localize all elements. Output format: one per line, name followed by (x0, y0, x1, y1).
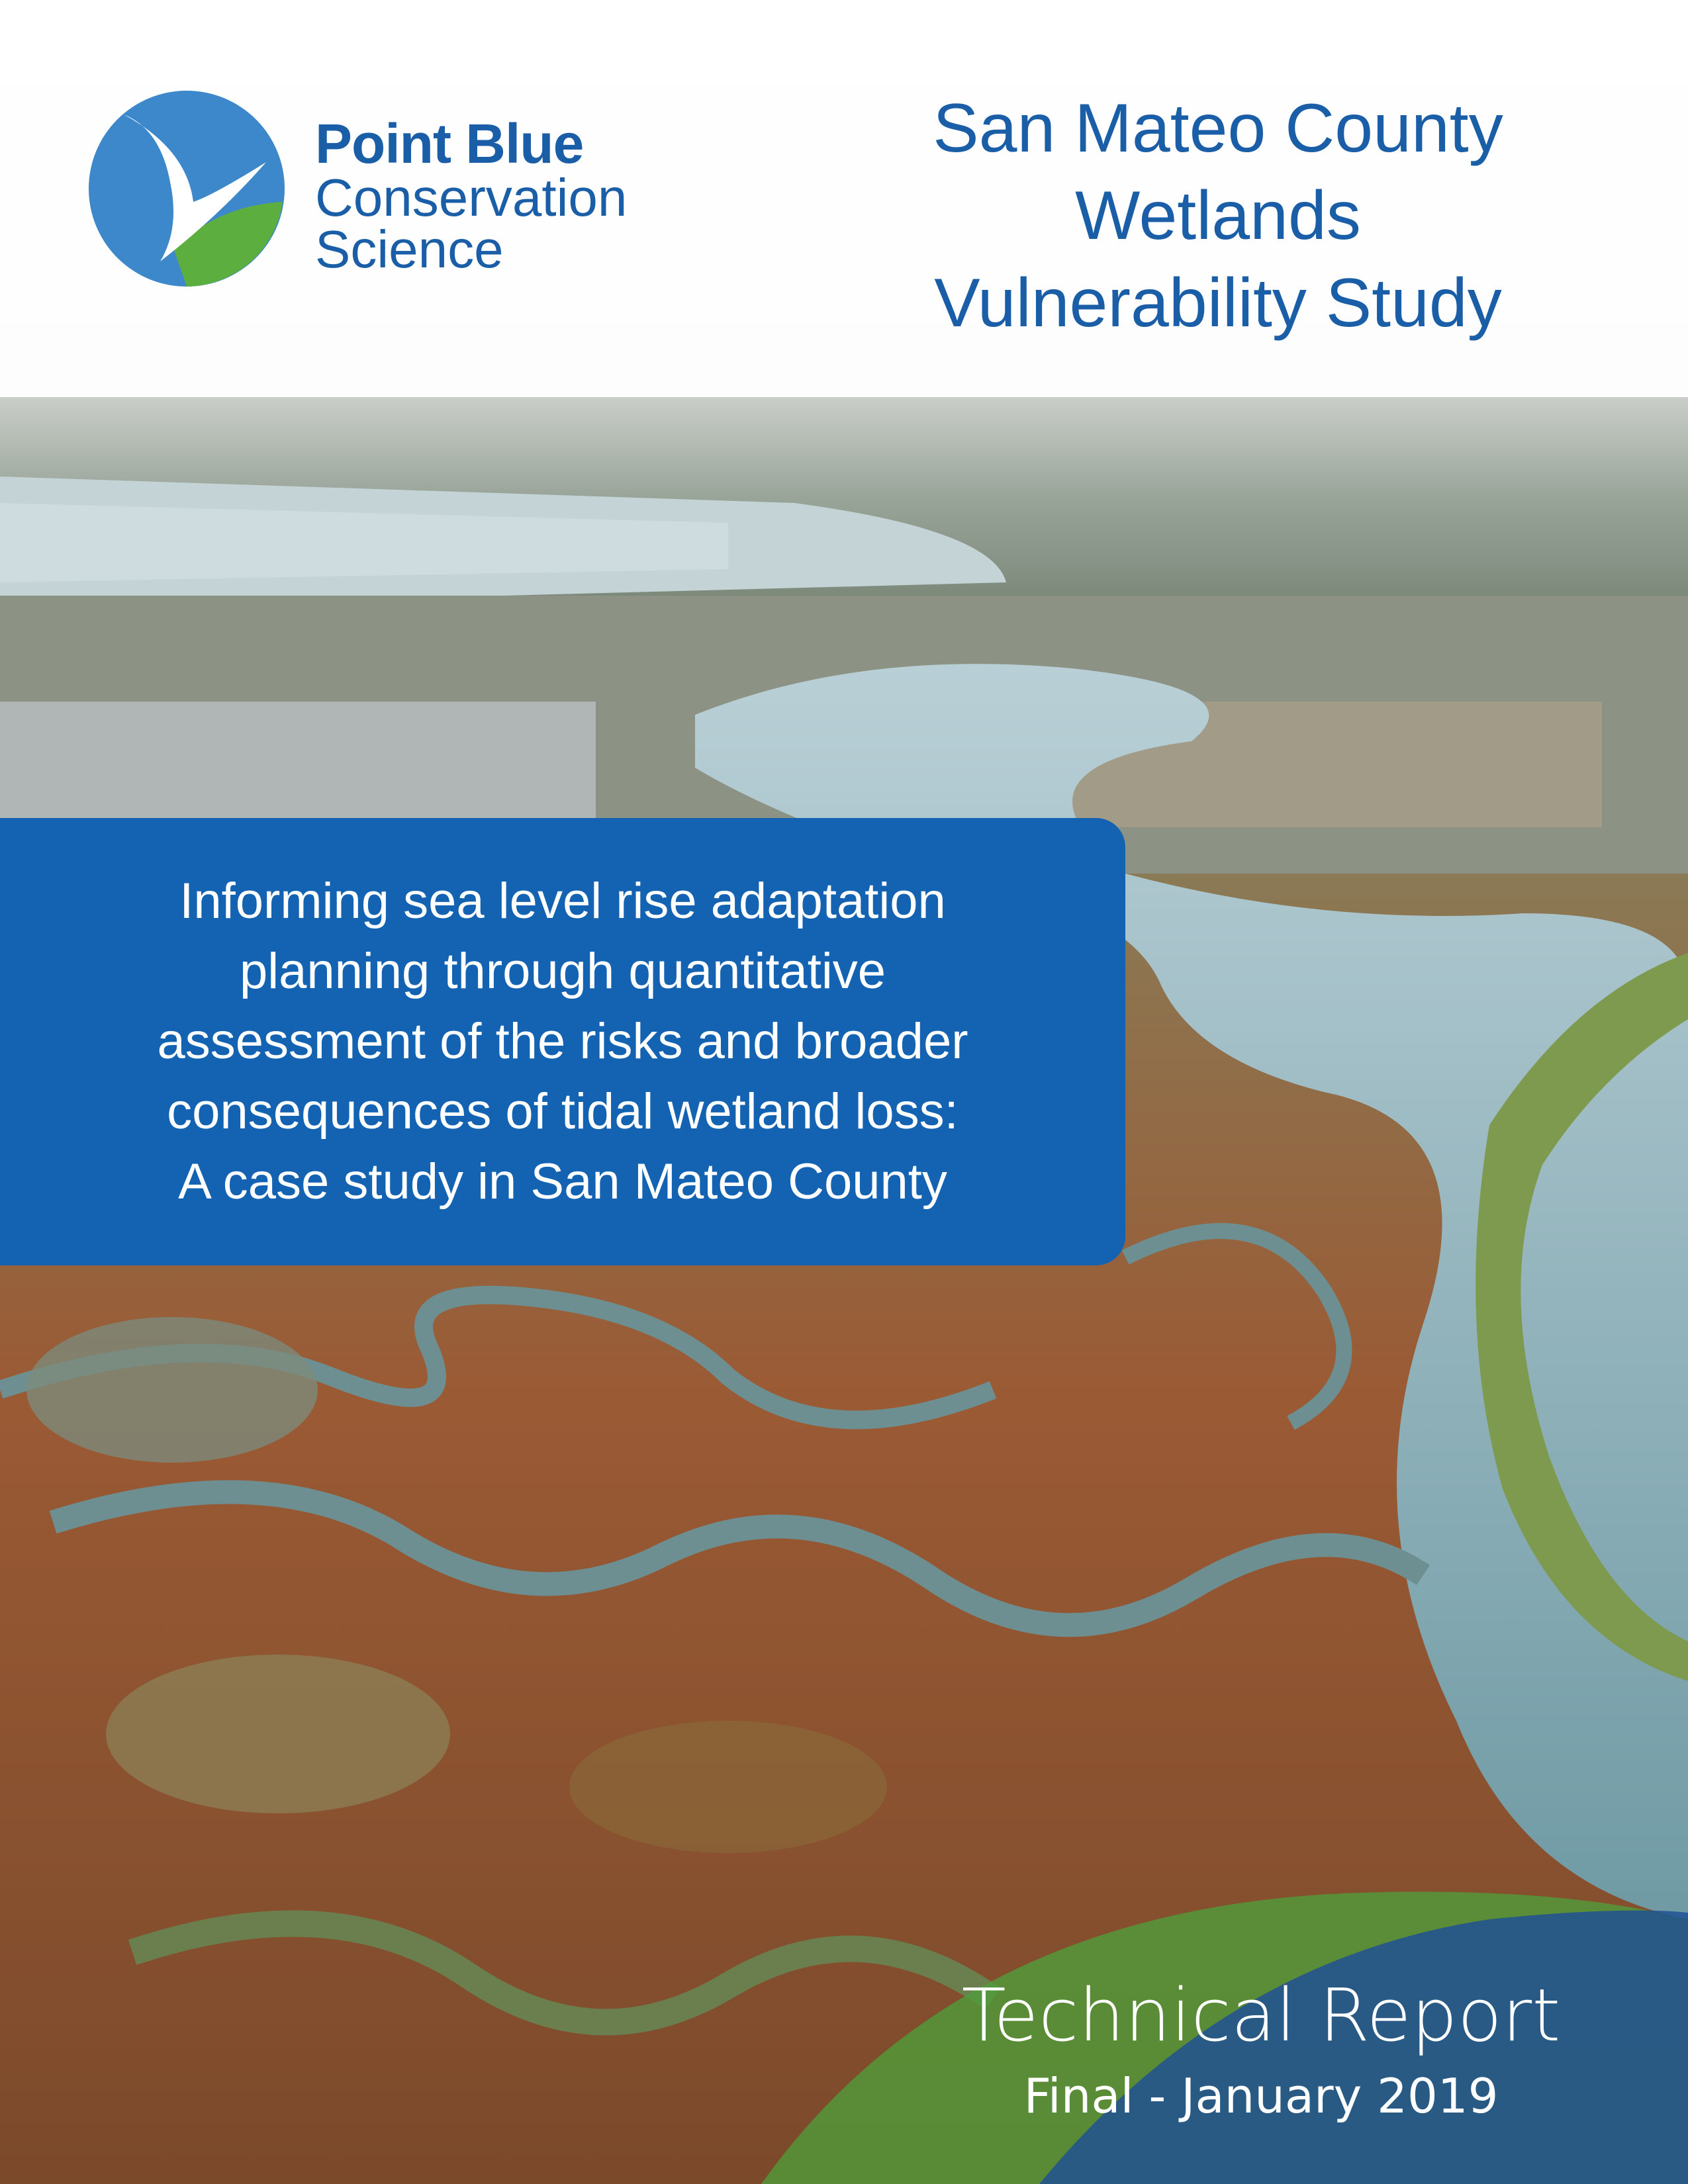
logo-name-bold: Point Blue (315, 113, 584, 175)
bird-circle-logo-icon (87, 89, 286, 288)
callout-line-1: Informing sea level rise adaptation (179, 873, 946, 929)
callout-line-2: planning through quantitative (239, 943, 886, 999)
logo-name-line3: Science (315, 220, 504, 279)
title-line-1: San Mateo County (933, 90, 1503, 167)
callout-line-3: assessment of the risks and broader (157, 1013, 968, 1069)
subtitle-callout (0, 818, 1125, 1265)
callout-line-5: A case study in San Mateo County (178, 1154, 947, 1210)
callout-line-4: consequences of tidal wetland loss: (167, 1083, 959, 1140)
point-blue-logo (87, 89, 657, 288)
logo-name-line2: Conservation (315, 168, 628, 227)
document-title (861, 85, 1575, 347)
title-line-2: Wetlands (1075, 177, 1361, 254)
title-line-3: Vulnerability Study (934, 265, 1502, 341)
report-type: Technical Report (961, 1973, 1561, 2058)
report-status-date: Final - January 2019 (1023, 2068, 1499, 2124)
